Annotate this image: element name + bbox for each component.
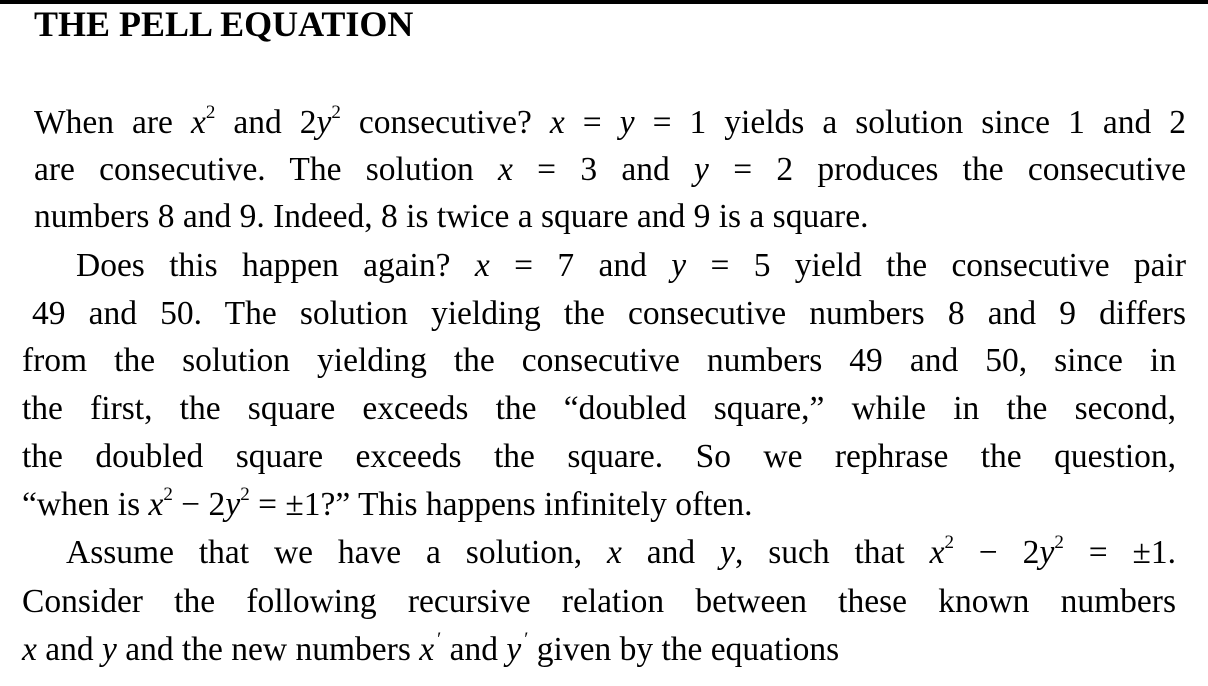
text-line-9: “when is $x^2 - 2y^2 = \pm 1$?” This happens infinitely often. (22, 484, 753, 523)
text-line-3: numbers 8 and 9. Indeed, 8 is twice a square and 9 is a square. (34, 198, 869, 235)
text-line-12: x and y and the new numbers x ′ and y ′ given by the equations (22, 629, 840, 668)
text-line-11: Consider the following recursive relation between these known numbers (22, 583, 1176, 620)
text-line-4: Does this happen again? x = 7 and y = 5 yield the consecutive pair (76, 247, 1187, 284)
text-line-10: Assume that we have a solution, x and y, such that $x^2 - 2y^2 = \pm 1$. (66, 532, 1176, 571)
text-line-8: the doubled square exceeds the square. So we rephrase the question, (22, 438, 1176, 475)
text-line-6: from the solution yielding the consecutive numbers 49 and 50, since in (22, 342, 1176, 379)
text-line-7: the first, the square exceeds the “doubled square,” while in the second, (22, 390, 1176, 427)
section-heading: THE PELL EQUATION (34, 4, 414, 44)
text-line-5: 49 and 50. The solution yielding the consecutive numbers 8 and 9 differs (32, 295, 1186, 332)
text-line-2: are consecutive. The solution x = 3 and y = 2 produces the consecutive (34, 151, 1186, 188)
text-line-1: When are $x^2$ and $2y^2$ consecutive? x = y = 1 yields a solution since 1 and 2 (34, 102, 1186, 141)
